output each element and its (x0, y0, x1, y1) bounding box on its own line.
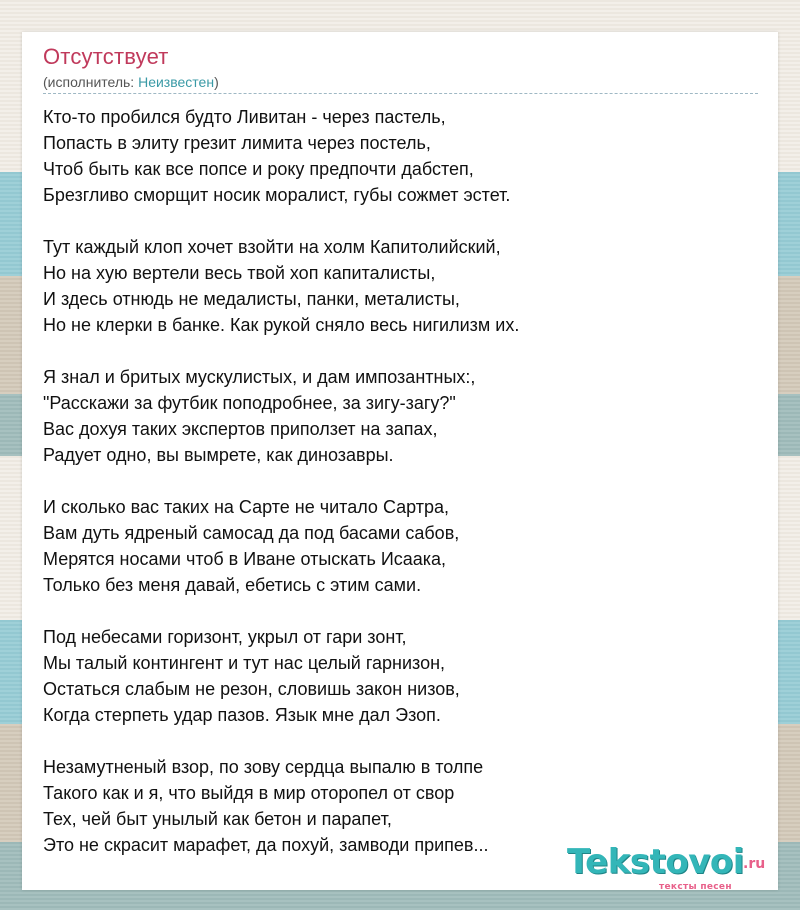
lyrics-line: Тут каждый клоп хочет взойти на холм Капитолийский, (43, 237, 501, 257)
lyrics-stanza (43, 104, 758, 208)
song-title: Отсутствует (43, 44, 169, 69)
lyrics-stanza (43, 364, 758, 468)
lyrics-text (43, 104, 758, 884)
lyrics-line: И сколько вас таких на Сарте не читало Сартра, (43, 497, 450, 517)
lyrics-line: Такого как и я, что выйдя в мир оторопел от свор (43, 783, 455, 803)
logo-tld: .ru (743, 856, 766, 872)
lyrics-stanza (43, 234, 758, 338)
site-logo[interactable] (567, 842, 777, 892)
lyrics-line: Незамутненый взор, по зову сердца выпалю в толпе (43, 757, 484, 777)
lyrics-line: Тех, чей быт унылый как бетон и парапет, (43, 809, 392, 829)
lyrics-line: Чтоб быть как все попсе и року предпочти дабстеп, (43, 159, 474, 179)
lyrics-line: Мерятся носами чтоб в Иване отыскать Исаака, (43, 549, 447, 569)
lyrics-line: Когда стерпеть удар пазов. Язык мне дал Эзоп. (43, 705, 441, 725)
lyrics-line: Но на хую вертели весь твой хоп капиталисты, (43, 263, 436, 283)
lyrics-line: Под небесами горизонт, укрыл от гари зонт, (43, 627, 407, 647)
title-divider (43, 93, 758, 94)
lyrics-line: Я знал и бритых мускулистых, и дам импозантных:, (43, 367, 476, 387)
artist-suffix: ) (214, 74, 219, 90)
lyrics-line: Брезгливо сморщит носик моралист, губы сожмет эстет. (43, 185, 511, 205)
lyrics-line: Мы талый контингент и тут нас целый гарнизон, (43, 653, 446, 673)
artist-line (43, 74, 219, 90)
lyrics-line: Кто-то пробился будто Ливитан - через пастель, (43, 107, 446, 127)
lyrics-card (22, 32, 778, 890)
lyrics-stanza (43, 624, 758, 728)
lyrics-line: Вам дуть ядреный самосад да под басами сабов, (43, 523, 460, 543)
artist-link[interactable]: Неизвестен (138, 74, 215, 90)
lyrics-stanza (43, 494, 758, 598)
lyrics-line: Попасть в элиту грезит лимита через постель, (43, 133, 431, 153)
lyrics-line: Остаться слабым не резон, словишь закон низов, (43, 679, 460, 699)
lyrics-line: Только без меня давай, ебетись с этим сами. (43, 575, 422, 595)
lyrics-line: Это не скрасит марафет, да похуй, замводи припев... (43, 835, 489, 855)
lyrics-line: "Расскажи за футбик поподробнее, за зигу-загу?" (43, 393, 456, 413)
logo-subtitle: тексты песен (659, 882, 732, 892)
lyrics-line: И здесь отнюдь не медалисты, панки, металисты, (43, 289, 460, 309)
lyrics-line: Вас дохуя таких экспертов приползет на запах, (43, 419, 438, 439)
logo-wordmark: Tekstovoi (567, 842, 744, 882)
lyrics-line: Радует одно, вы вымрете, как динозавры. (43, 445, 394, 465)
lyrics-line: Но не клерки в банке. Как рукой сняло весь нигилизм их. (43, 315, 520, 335)
artist-prefix: (исполнитель: (43, 74, 139, 90)
